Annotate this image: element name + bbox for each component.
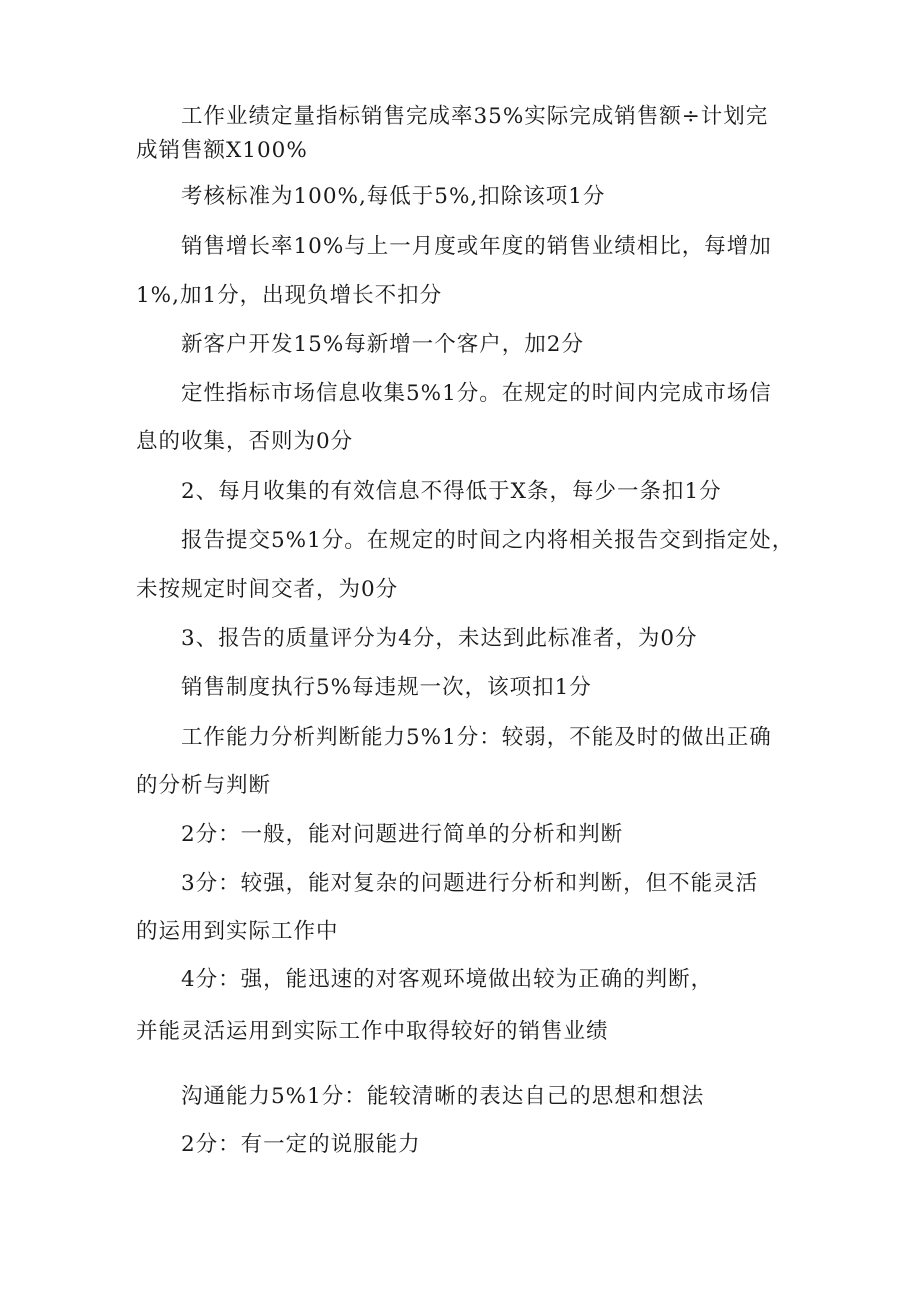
text-line: 2、每月收集的有效信息不得低于X条，每少一条扣1分 xyxy=(181,479,722,504)
text-line: 成销售额X100% xyxy=(136,138,308,163)
text-line: 2分：一般，能对问题进行简单的分析和判断 xyxy=(181,822,624,847)
text-line: 的分析与判断 xyxy=(136,773,272,798)
text-line: 工作能力分析判断能力5%1分：较弱，不能及时的做出正确 xyxy=(181,725,772,750)
text-line: 2分：有一定的说服能力 xyxy=(181,1132,421,1157)
text-line: 3分：较强，能对复杂的问题进行分析和判断，但不能灵活 xyxy=(181,871,759,896)
text-line: 的运用到实际工作中 xyxy=(136,919,339,944)
text-line: 考核标准为100%,每低于5%,扣除该项1分 xyxy=(181,184,606,209)
text-line: 1%,加1分，出现负增长不扣分 xyxy=(136,283,443,308)
text-line: 新客户开发15%每新增一个客户，加2分 xyxy=(181,332,584,357)
text-line: 沟通能力5%1分：能较清晰的表达自己的思想和想法 xyxy=(181,1084,705,1109)
text-line: 定性指标市场信息收集5%1分。在规定的时间内完成市场信 xyxy=(181,381,772,406)
text-line: 未按规定时间交者，为0分 xyxy=(136,577,399,602)
text-line: 工作业绩定量指标销售完成率35%实际完成销售额÷计划完 xyxy=(181,104,769,129)
text-line: 息的收集，否则为0分 xyxy=(136,429,354,454)
text-line: 4分：强，能迅速的对客观环境做出较为正确的判断， xyxy=(181,967,714,992)
text-line: 报告提交5%1分。在规定的时间之内将相关报告交到指定处， xyxy=(181,528,795,553)
text-line: 并能灵活运用到实际工作中取得较好的销售业绩 xyxy=(136,1019,609,1044)
text-line: 3、报告的质量评分为4分，未达到此标准者，为0分 xyxy=(181,626,698,651)
text-line: 销售制度执行5%每违规一次，该项扣1分 xyxy=(181,675,592,700)
text-line: 销售增长率10%与上一月度或年度的销售业绩相比，每增加 xyxy=(181,234,772,259)
